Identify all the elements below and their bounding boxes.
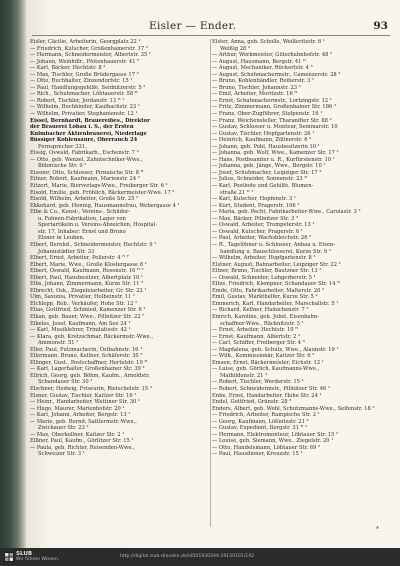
directory-entry: — Friedrich, Kutscher, Großenhainerstr. 17 ² [30,45,148,52]
directory-entry: — Johanna, geb. Wolf, Wwe., Kamenzer Str. 17 ² [212,150,339,157]
directory-entry: Eltze, Friedrich, Klempner, Schandauer Str. 14 ᴴ [212,281,341,288]
directory-entry: handlung u. Bauschlosserei, Kurze Str. 9 ² [220,248,331,255]
directory-entry: — Ernst, Schuhmachermstr., Lortzingstr. 12 ¹ [212,97,332,104]
directory-entry: — Karl, Postbote und Gehilfe, Blumen- [212,183,314,190]
directory-entry: Elsner, Gustav, Tischler, Kaitzer Str. 16 ¹ [30,392,137,399]
directory-entry: Schweizer Str. 3 ¹ [38,451,85,458]
directory-entry: — Julius, Schneider, Sonnenstr. 23 ᴴ [212,176,308,183]
directory-entry: — Emil, Arbeiter, Moritzstr. 16 ᴴ [212,91,298,98]
directory-entry: — Otto, Handelsmann, Löbtauer Str. 69 ² [212,444,321,451]
directory-entry: Ellinger, Gust., Postschaffner, Hertelstr. 10 ᴴ [30,359,148,366]
directory-entry: Emil, Gustav, Markthelfer, Kurze Str. 5 ² [212,294,318,301]
directory-entry: — Robert, Tischler, Werderstr. 15 ¹ [212,379,304,386]
directory-entry: Elias, Gottfried, Schmied, Kamenzer Str. 6 ² [30,307,146,314]
directory-entry: Elchlepp, Rob., Verkäufer, Hohe Str. 12 ¹ [30,300,138,307]
slub-logo-icon [4,552,14,562]
directory-entry: — Johann, geb. Pohl, Hausbesitzerin 10 ¹ [212,143,320,150]
directory-entry: — Richard, Kellner, Hainichenstr. 7 ² [212,307,309,314]
directory-entry: Elbert, Oswald, Kaufmann, Rosenstr. 16 ᴴ ² [30,268,144,275]
directory-entry: — Louise, geb. Siemann, Wwe., Ziegelstr. 20 ¹ [212,438,334,445]
directory-entry: str. 17, Inhaber: Ernst und Bruno [38,228,126,235]
directory-entry: Schandauer Str. 30 ² [38,379,93,386]
directory-entry: Emrich, Karoline, geb. Jobst, Eisenbahn- [212,313,319,320]
left-column [30,39,207,458]
directory-entry: — August, Hausmann, Bergstr. 41 ᴴ [212,58,306,65]
directory-entry: — Hugo, Maurer, Marienhofstr. 20 ¹ [30,405,125,412]
directory-entry: — Paula, geb. Richter, Reisenden-Wwe., [30,444,135,451]
directory-entry: Zwickauer Str. 23 ² [38,425,89,432]
directory-entry: — Bruno, Kohlenhändler, Reiherstr. 3 ¹ [212,78,315,85]
directory-entry: Elschner, Hedwig, Friseurin, Rietschelstr. 15 ³ [30,385,152,392]
directory-entry: Eisold, Emilie, geb. Fröhlich, Bäckermeister-Wwe. 17 ³ [30,189,175,196]
book-binding [0,0,26,548]
directory-entry: Elbert, Bernhd., Schneidermeister, Hechtstr. 9 ¹ [30,241,157,248]
directory-entry: — Oswald, Schneider, Lohgerberstr. 5 ¹ [212,274,316,281]
directory-entry: — Ernst, Arbeiter, Hechtstr. 10 ᴴ [212,327,299,334]
directory-entry: Ulm, Saxonia, Privatier, Holbeinstr. 11 ¹ [30,294,135,301]
directory-entry: — Oswald, Kutscher, Pragerstr. 6 ¹ [212,228,303,235]
directory-entry: — Arthur, Werkmeister, Güterbahnhofstr. 48 ² [212,52,333,59]
directory-entry: — Robert, Tischler, Jordanstr. 13 ᴴ ¹ [30,97,125,104]
directory-entry: — Paul, Handlungsgehilfe, Seidnitzerstr. 5 ² [30,84,146,91]
directory-page [26,0,400,548]
directory-entry: — Karl, Musiklehrer, Trinitatisstr. 42 ¹ [30,327,131,334]
directory-entry: Elbe & Co., Kunst-, Vereins-, Schilder- [30,209,131,216]
directory-entry: schaffner-Wwe., Räcknitzstr. 5 ¹ [220,320,304,327]
directory-entry: Eller, Paul, Putzmacherin, Ostbahnstr. 16 ¹ [30,346,143,353]
running-header [34,20,388,34]
directory-entry: — Carl, Schiffer, Freiberger Str. 4 ³ [212,340,305,347]
directory-entry: Fernsprecher 331. [38,143,87,150]
directory-entry: Eitner, Robert, Kaufmann, Marienstr. 24 ² [30,176,140,183]
directory-entry: — Max, Tischler, Große Brüdergasse 17 ³ [30,71,139,78]
directory-entry: — Klara, geb. Kretzschmar, Bäckermstr.-Wwe., [30,333,154,340]
directory-entry: — Rich., Schuhmacher, Löbtauerstr. 58 ᴴ [30,91,138,98]
directory-entry: — Magdalena, geb. Schulz, Wwe., Alaunstr. 19 ¹ [212,346,339,353]
directory-entry: — Gustav, Schlosser u. Monteur, Seminarstr. 10 [212,124,338,131]
column-divider [210,39,211,527]
directory-entry: — Otto, geb. Wenzel, Zahntechniker-Wwe., [30,156,143,163]
directory-entry: Elbert, Ernst, Arbeiter, Polierstr. 4 ᴴ ᴾ [30,255,129,262]
directory-entry: — Max, Bäcker, Pillnitzer Str. 3 ² [212,215,299,222]
page-number: 93 [373,20,388,32]
directory-entry: Elbs, Johann, Zimmermann, Kurze Str. 11 ² [30,281,144,288]
folio-mark: * [376,526,379,533]
directory-entry: Elstner, August, Bahnarbeiter, Leipziger Str. 22 ² [212,261,341,268]
directory-entry: Elßner, Paul, Kaufm., Görlitzer Str. 15 ¹ [30,438,134,445]
directory-entry: Mathildenstr. 21 ² [220,372,268,379]
directory-entry: — Georg, Kaufmann, Lößnitzstr. 21 ³ [212,418,309,425]
directory-entry: Ammonstr. 51 ² [38,340,79,347]
directory-entry: — Gustav, Tischler, Hopfgartenstr. 26 ¹ [212,130,315,137]
directory-entry: — Karl, Bäcker, Hechtstr. 8 ² [30,65,106,72]
directory-entry: — Kurt, Student, Pragerstr. 106 ¹ [212,202,300,209]
directory-entry: — Karl, Johann, Arbeiter, Bergstr. 13 ¹ [30,412,131,419]
directory-entry: Emmerich, Karl, Handarbeiter, Marschallstr. 5 ¹ [212,300,339,307]
directory-entry: — Johanna, geb. Jänge, Wwe., Bergstr. 10 ¹ [212,163,326,170]
directory-entry: — Marie, geb. Bernd, Sattlermstr.-Wwe., [30,418,137,425]
directory-entry: — Bruno, Tischler, Johannstr. 23 ² [212,84,301,91]
directory-entry: Emde, Otto, Fabrikarbeiter, Malterstr. 20 ² [212,287,325,294]
directory-entry: Elbert, Marie, Wwe., Große Klostergasse 8 ¹ [30,261,147,268]
directory-entry: — Hermann, Schneidermeister, Albertstr. 35 ¹ [30,52,151,59]
directory-entry: Weißig 28 ² [220,45,251,52]
directory-entry: Eltner, Bruno, Tischler, Bautzner Str. 13 ² [212,268,322,275]
header-title: Eisler — Ender. [149,20,237,32]
directory-entry: Eisold, Wilhelm, Arbeiter, Große Str. 25 ² [30,196,139,203]
directory-entry: — Karl, Lagerhalter, Großenhainer Str. 39 ² [30,366,145,373]
directory-entry: u. Fahnen-Fabrikation, Lager von [38,215,126,222]
directory-entry: — August, Mechaniker, Rückertstr. 4 ³ [212,65,313,72]
directory-entry: — Josef, Schuhmacher, Leipziger Str. 17 ² [212,169,322,176]
directory-entry: Enbe, Ernst, Handarbeiter, Hohe Str. 24 ¹ [212,392,322,399]
directory-entry: — Gustav, Expedient, Bergstr. 31 ᴴ ² [212,425,308,432]
directory-entry: Ellrich, Georg, geb. Böhm, Kaufm., Arnoldstr. [30,372,150,379]
directory-entry: — Karl, Kutscher, Hopfenstr. 3 ¹ [212,196,296,203]
slub-logo-text [16,551,59,563]
directory-entry: Eisler, Cäcilie, Arbeiterin, Georgplatz 22 ¹ [30,39,141,45]
directory-entry: Kulmbacher Aktienbrauerei, Niederlage [30,130,147,137]
directory-entry: Eitzert, Marie, Bierverlags-Wwe., Freiberger Str. 6 ¹ [30,183,168,190]
footer-bar [0,548,400,566]
directory-entry: Johannstädter Str. 33 [38,248,95,255]
directory-entry: flüssiger Kohlensäure, Oberrauch 24 [30,137,138,144]
directory-entry: — Robert, Schneidermstr., Pillnitzer Str. 46 ¹ [212,385,331,392]
slub-brand-sub: Wir führen Wissen. [16,557,60,562]
directory-entry: Eissel, Bernhardt, Brauereibes., Direktor [30,117,150,124]
right-column [212,39,389,458]
directory-entry: — Wilhelm, Buchbinder, Kaulbachstr. 23 ¹ [30,104,140,111]
directory-entry: — Max, Oberkellner, Kaitzer Str. 2 ¹ [30,431,125,438]
directory-entry: — Luise, geb. Görlich, Kaufmanns-Wwe., [212,366,320,373]
directory-entry: — Fritz, Zimmermann, Großenhainer Str. 186 ² [212,104,337,111]
directory-entry: — Ernst, Kaufmann, Albertstr. 2 ³ [212,333,301,340]
directory-entry: straße 21 ᴴ ¹ [220,189,254,196]
directory-entry: — R., Tagelöhner u. Schlosser, Anbau u. Eisen- [212,241,336,248]
directory-entry: — Wilhelm, Arbeiter, Hopfgartenstr. 8 ¹ [212,255,316,262]
directory-entry: — Franz, Ober-Zugführer, Stolpenstr. 16 ¹ [212,111,323,118]
directory-entry: — Paul, Arbeiter, Wachsbleichstr. 26 ² [212,235,312,242]
directory-entry: — Paul, Hausdiener, Kreuzstr. 15 ¹ [212,451,303,458]
directory-entry: — Friedrich, Arbeiter, Rampische Str. 2 ¹ [212,412,320,419]
directory-entry: Elkan, geb. Bauer, Wwe., Pillnitzer Str. 22 ᴾ [30,313,145,320]
directory-entry: — Wilh., Kommissionär, Kaitzer Str. 6 ² [212,353,315,360]
directory-entry: Böhmische Str. 9 ² [38,163,87,170]
directory-entry: der Brauerei Löbau i. S., der Ersten [30,124,134,131]
directory-entry: Emsen, Ernst, Bäckermeister, Eichstr. 12 ¹ [212,359,324,366]
directory-entry: Ellermann, Bruno, Kellner, Schäferstr. 30 ² [30,353,143,360]
directory-entry: Elbrecht, Osk., Ziegeleiarbeiter, Gr. Str. 22 ¹ [30,287,147,294]
footer-info: http://digital.slub-dresden.de/id50193034X-19150101/142 [120,554,255,559]
directory-entry: — Otto, Buchhalter, Zinzendorfstr. 15 ¹ [30,78,133,85]
header-rule [32,35,390,36]
directory-entry: — August, Schuhmachermstr., Camenzerstr. 28 ² [212,71,341,78]
directory-entry: Elkeles, Josef, Kaufmann, Am See 24 ¹ [30,320,131,327]
directory-entry: Endel, Gottfried, Grünstr. 28 ³ [212,399,292,406]
directory-entry: Eissner, Otto, Schlosser, Pirnaische Str. 8 ᴴ [30,169,144,176]
directory-entry: Elster, Anna, geb. Scholle, Weißeritzstr. 6 ¹ [212,39,326,45]
directory-entry: — Hermann, Elektromonteur, Löbtauer Str. 15 ² [212,431,339,438]
slub-brand: SLUB [16,551,33,557]
directory-entry: — Oswald, Arbeiter, Trompeterstr. 13 ¹ [212,222,315,229]
directory-entry: Sportartikeln u. Vereins-Abzeichen, Hospital- [38,222,158,229]
directory-entry: Elsner in Leuben. [38,235,85,242]
directory-entry: — Franz, Weichensteller, Tharandter Str. 88 ² [212,117,332,124]
directory-entry: — Johann, Weinhdlr., Pfotenhauerstr. 41 ᴾ [30,58,140,65]
directory-entry: — Maria, geb. Pecht, Fabrikarbeiter-Wwe., Carolastr. 3 ² [212,209,361,216]
directory-entry: — Heinr., Handarbeiter, Wettiner Str. 30 ¹ [30,399,141,406]
directory-entry: — Hans, Postbeamter u. R., Kurfürstenstr. 10 ¹ [212,156,335,163]
directory-entry: Eissig, Oswald, Fabrikarb., Eschenstr. 7 ³ [30,150,139,157]
directory-entry: Elbert, Paul, Hausbesitzer, Albertplatz 10 ¹ [30,274,144,281]
directory-entry: — Heinrich, Kaufmann, Zöllnerstr. 6 ² [212,137,312,144]
directory-entry: Enders, Albert, geb. Wohl, Schutzmanns-Wwe., Seifenstr. 18 ² [212,405,375,412]
directory-entry: — Wilhelm, Privatier, Stephanienstr. 12 ¹ [30,111,138,118]
directory-entry: Ekkehard, geb. Hennig, Hausmannsfrau, Webergasse 4 ¹ [30,202,180,209]
